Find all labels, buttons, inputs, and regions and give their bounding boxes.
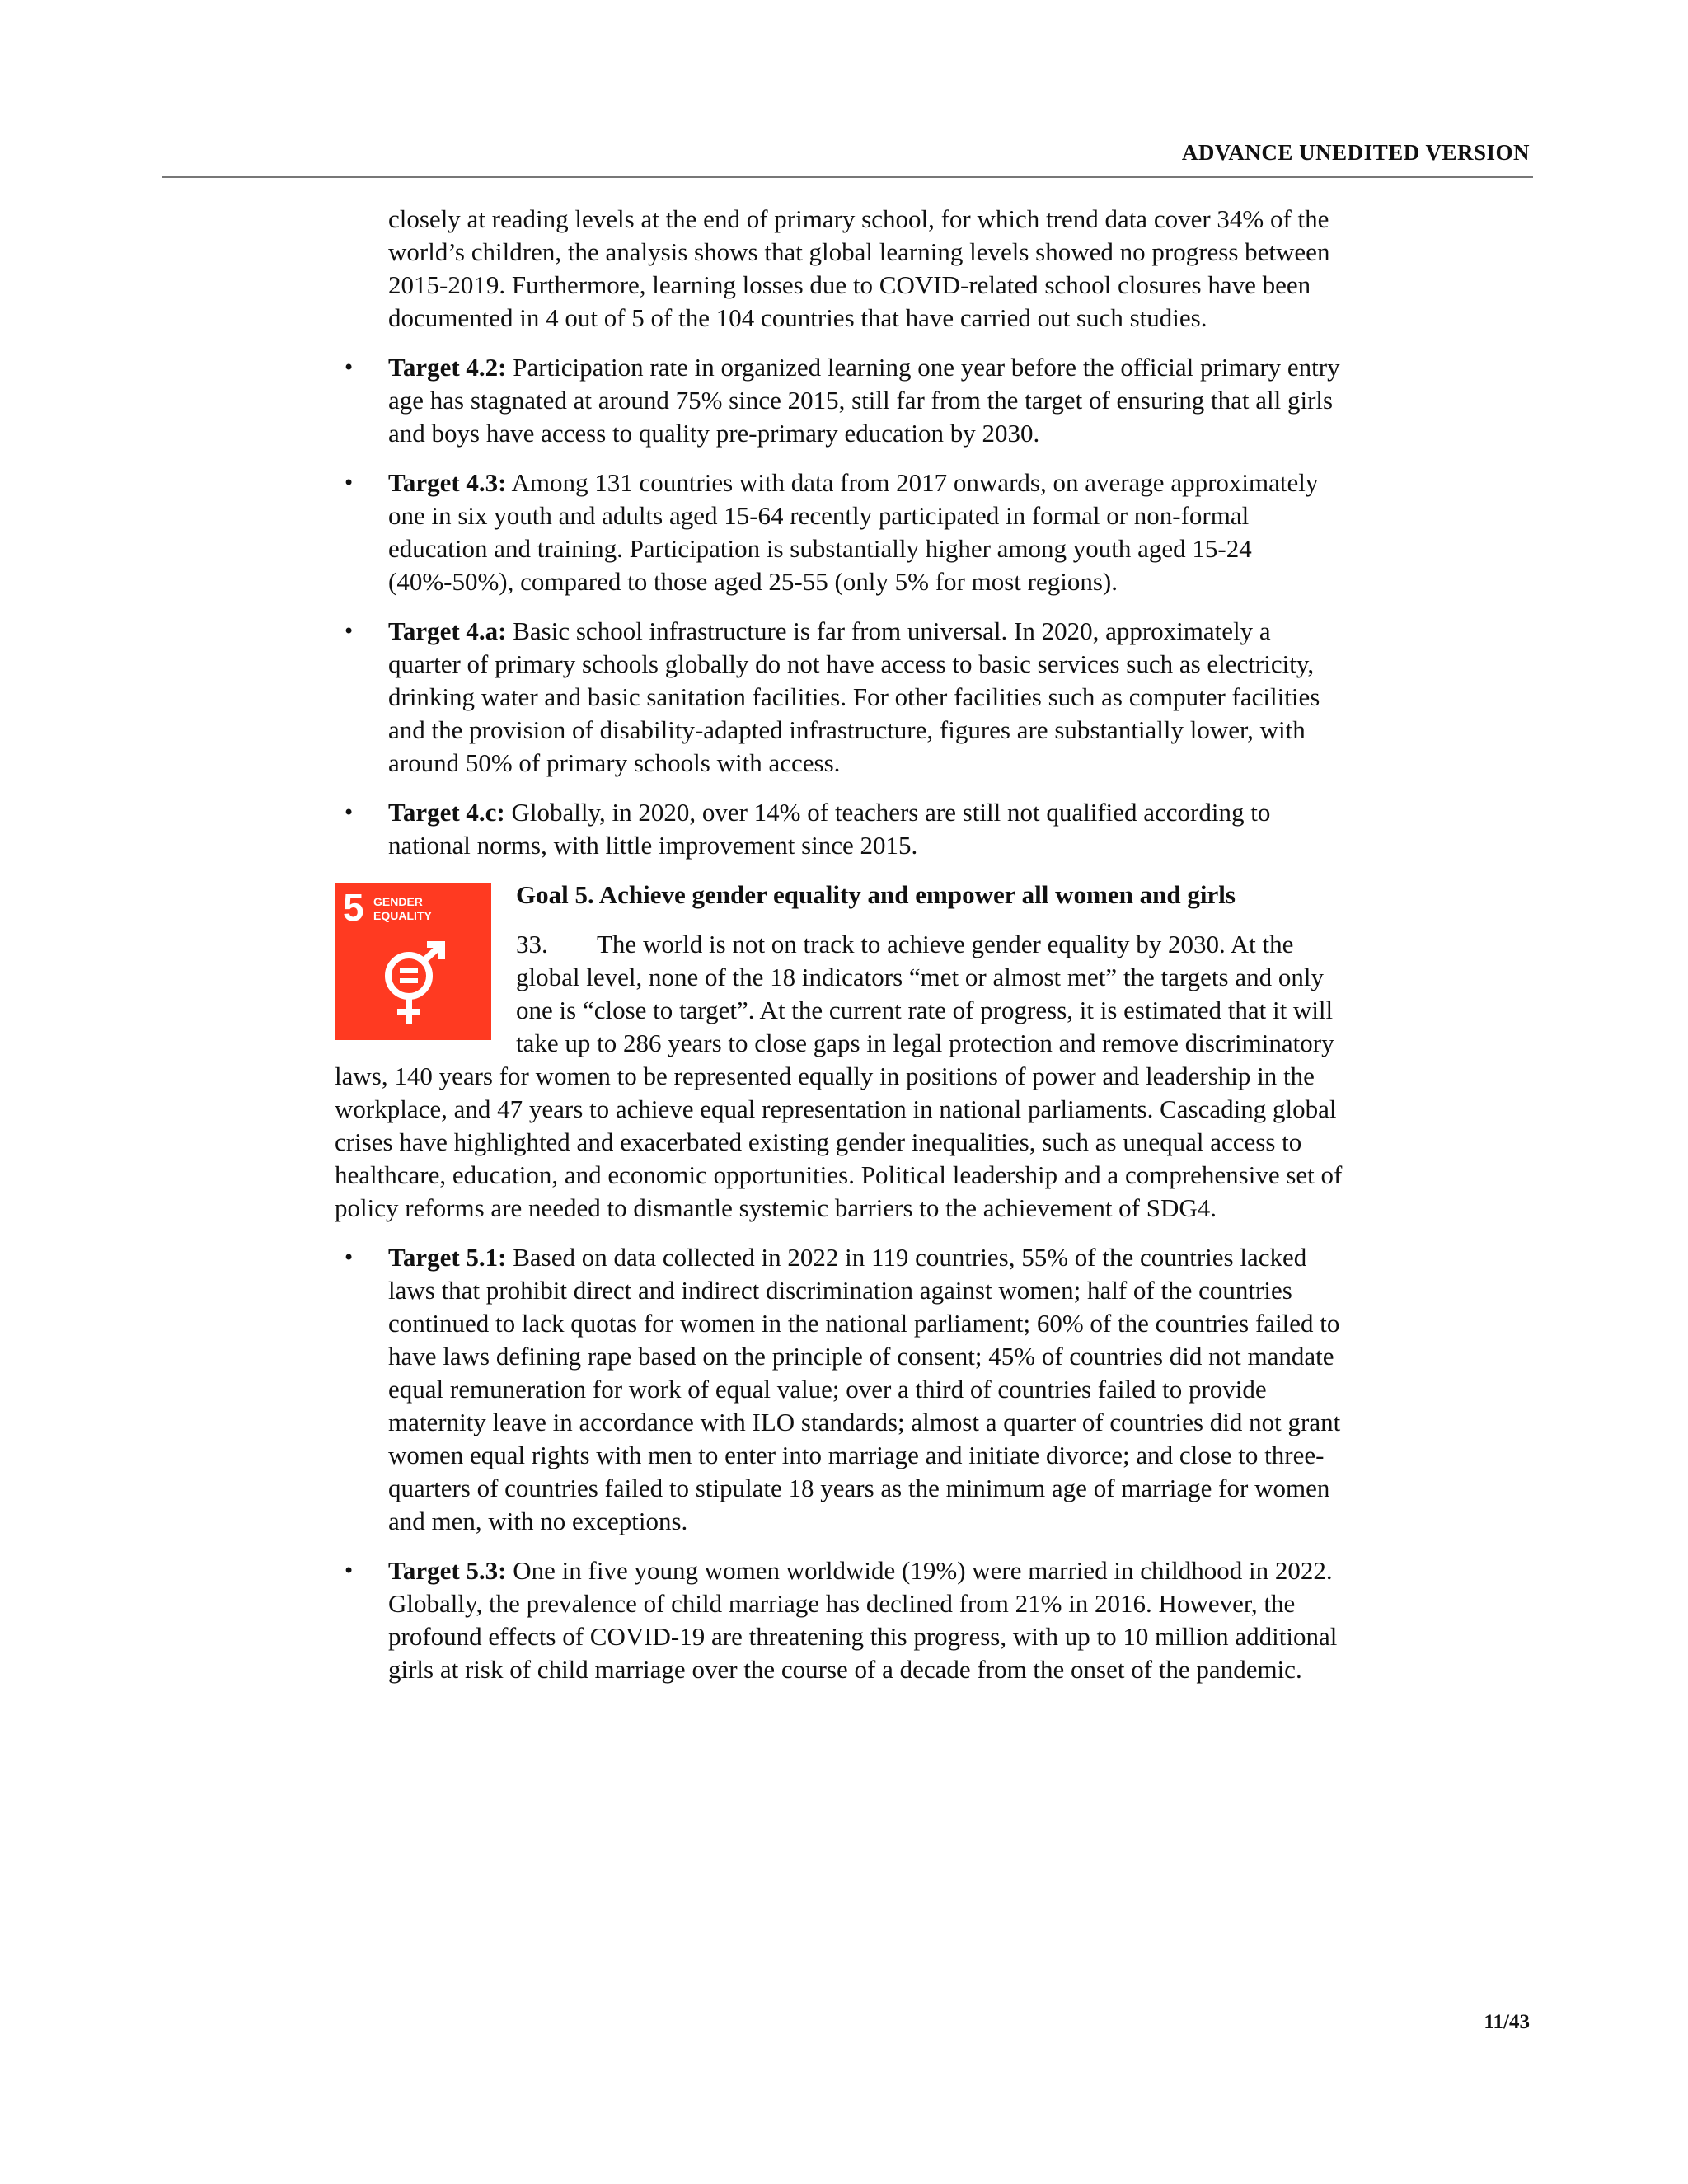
list-item: [343, 351, 1348, 450]
sdg5-logo: [335, 883, 491, 1040]
goal-label: [373, 895, 432, 923]
page-number: 11/43: [1484, 2011, 1530, 2033]
goal-label-line1: GENDER: [373, 895, 423, 908]
target-label: Target 4.2:: [388, 353, 507, 382]
list-item: [343, 615, 1348, 780]
bullet-icon: •: [343, 356, 355, 379]
target-text: Basic school infrastructure is far from universal. In 2020, approximately a quarter of primary schools globally do not have access to basic services such as electricity, drinking water and basic sanitation facilities. For other facilities such as computer facilities and the provision of disability-adapted infrastructure, figures are substantially lower, with around 50% of primary schools with access.: [388, 616, 1320, 777]
target-text: Based on data collected in 2022 in 119 countries, 55% of the countries lacked laws that prohibit direct and indirect discrimination against women; half of the countries continued to lack quotas for women in the national parliament; 60% of the countries failed to have laws defining rape based on the principle of consent; 45% of countries did not mandate equal remuneration for work of equal value; over a third of countries failed to provide maternity leave in accordance with ILO standards; almost a quarter of countries did not grant women equal rights with men to enter into marriage and initiate divorce; and close to three-quarters of countries failed to stipulate 18 years as the minimum age of marriage for women and men, with no exceptions.: [388, 1243, 1341, 1535]
goal5-section: [335, 879, 1348, 1225]
goal5-target-list: [335, 1241, 1348, 1686]
list-item: [343, 466, 1348, 598]
target-label: Target 5.3:: [388, 1556, 507, 1585]
goal4-target-list: [335, 351, 1348, 862]
bullet-icon: •: [343, 1246, 355, 1269]
paragraph-text: The world is not on track to achieve gender equality by 2030. At the global level, none of the 18 indicators “met or almost met” the targets and only one is “close to target”. At the current rate of progress, it is estimated that it will take up to 286 years to close gaps in legal protection and remove discriminatory laws, 140 years for women to be represented equally in positions of power and leadership in the workplace, and 47 years to achieve equal representation in national parliaments. Cascading global crises have highlighted and exacerbated existing gender inequalities, such as unequal access to healthcare, education, and economic opportunities. Political leadership and a comprehensive set of policy reforms are needed to dismantle systemic barriers to the achievement of SDG4.: [335, 930, 1343, 1222]
goal-label-line2: EQUALITY: [373, 909, 432, 922]
target-text: Participation rate in organized learning one year before the official primary entry age has stagnated at around 75% since 2015, still far from the target of ensuring that all girls and boys have access to quality pre-primary education by 2030.: [388, 353, 1340, 448]
target-text: Globally, in 2020, over 14% of teachers are still not qualified according to national norms, with little improvement since 2015.: [388, 798, 1271, 860]
header-divider: [162, 176, 1533, 178]
paragraph-number: 33.: [516, 930, 548, 958]
target-label: Target 4.c:: [388, 798, 505, 827]
bullet-icon: •: [343, 471, 355, 494]
page-content: [335, 203, 1348, 1703]
header-version-label: ADVANCE UNEDITED VERSION: [1181, 140, 1530, 165]
target-text: One in five young women worldwide (19%) were married in childhood in 2022. Globally, the prevalence of child marriage has declined from 21% in 2016. However, the profound effects of COVID-19 are threatening this progress, with up to 10 million additional girls at risk of child marriage over the course of a decade from the onset of the pandemic.: [388, 1556, 1338, 1684]
bullet-icon: •: [343, 1559, 355, 1582]
target-label: Target 5.1:: [388, 1243, 507, 1272]
goal-number: 5: [343, 886, 364, 929]
bullet-icon: •: [343, 801, 355, 824]
target-text: Among 131 countries with data from 2017 onwards, on average approximately one in six youth and adults aged 15-64 recently participated in formal or non-formal education and training. Participation is substantially higher among youth aged 15-24 (40%-50%), compared to those aged 25-55 (only 5% for most regions).: [388, 468, 1319, 596]
target-label: Target 4.3:: [388, 468, 507, 497]
list-item: [343, 1554, 1348, 1686]
gender-equality-icon: [376, 941, 450, 1032]
list-item: [343, 1241, 1348, 1538]
goal5-heading: Goal 5. Achieve gender equality and empower all women and girls: [516, 880, 1236, 909]
list-item: [343, 796, 1348, 862]
target-label: Target 4.a:: [388, 616, 507, 645]
bullet-icon: •: [343, 620, 355, 643]
intro-continuation: closely at reading levels at the end of primary school, for which trend data cover 34% of the world’s children, the analysis shows that global learning levels showed no progress between 2015-2019. Furthermore, learning losses due to COVID-related school closures have been documented in 4 out of 5 of the 104 countries that have carried out such studies.: [388, 204, 1330, 332]
